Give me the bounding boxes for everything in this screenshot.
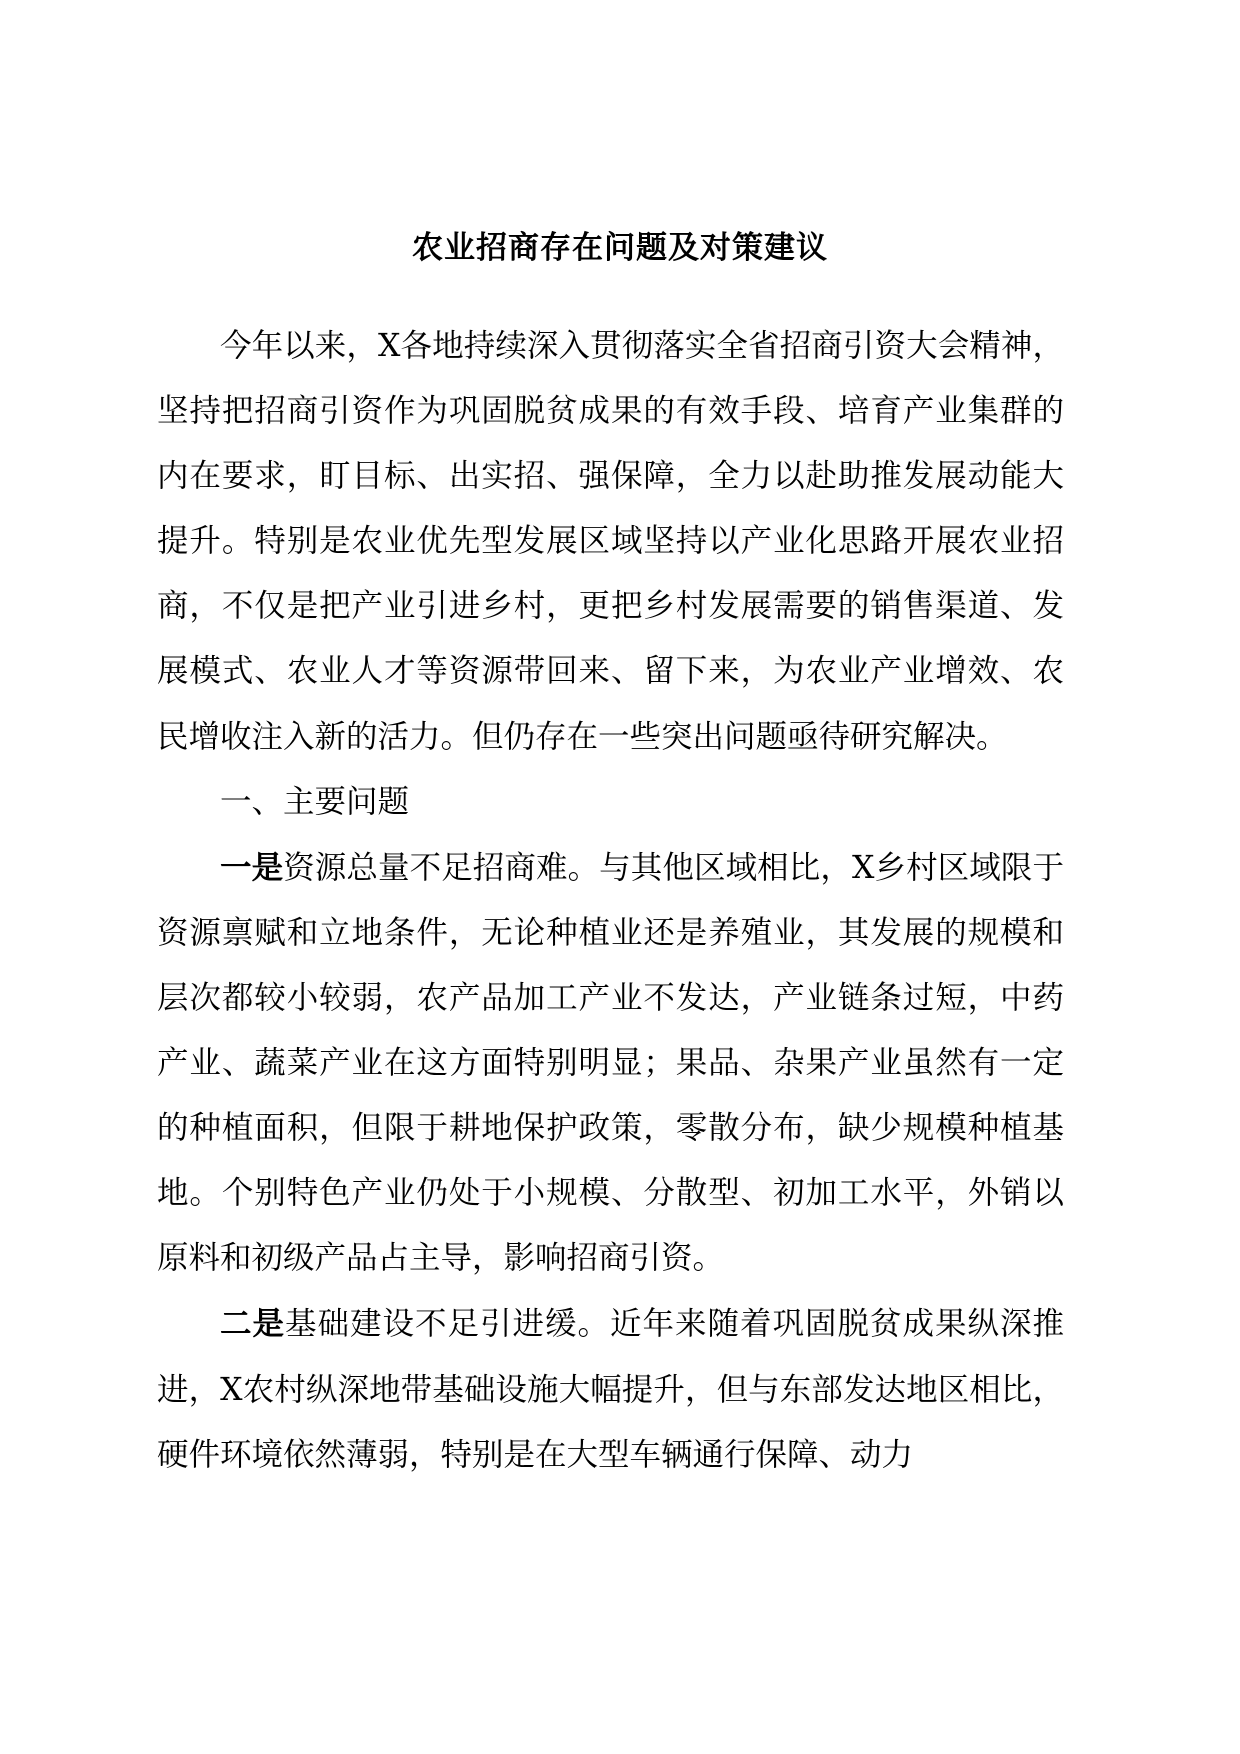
issue-1-text: 资源总量不足招商难。与其他区域相比，X乡村区域限于资源禀赋和立地条件，无论种植业还是养殖业，其发展的规模和层次都较小较弱，农产品加工产业不发达，产业链条过短，中药产业、蔬菜产业在这方面特别明显；果品、杂果产业虽然有一定的种植面积，但限于耕地保护政策，零散分布，缺少规模种植基地。个别特色产业仍处于小规模、分散型、初加工水平，外销以原料和初级产品占主导，影响招商引资。 (157, 849, 1064, 1277)
document-title: 农业招商存在问题及对策建议 (412, 230, 828, 266)
issue-paragraph-2 (157, 1291, 1064, 1487)
document-body (157, 314, 1064, 1488)
issue-paragraph-1 (157, 835, 1064, 1292)
issue-1-lead: 一是 (220, 848, 284, 886)
issue-2-text: 基础建设不足引进缓。近年来随着巩固脱贫成果纵深推进，X农村纵深地带基础设施大幅提升，但与东部发达地区相比，硬件环境依然薄弱，特别是在大型车辆通行保障、动力 (157, 1306, 1064, 1473)
intro-paragraph: 今年以来，X各地持续深入贯彻落实全省招商引资大会精神，坚持把招商引资作为巩固脱贫成果的有效手段、培育产业集群的内在要求，盯目标、出实招、强保障，全力以赴助推发展动能大提升。特别是农业优先型发展区域坚持以产业化思路开展农业招商，不仅是把产业引进乡村，更把乡村发展需要的销售渠道、发展模式、农业人才等资源带回来、留下来，为农业产业增效、农民增收注入新的活力。但仍存在一些突出问题亟待研究解决。 (157, 328, 1064, 755)
section-heading: 一、主要问题 (220, 783, 410, 820)
issue-2-lead: 二是 (220, 1305, 285, 1343)
